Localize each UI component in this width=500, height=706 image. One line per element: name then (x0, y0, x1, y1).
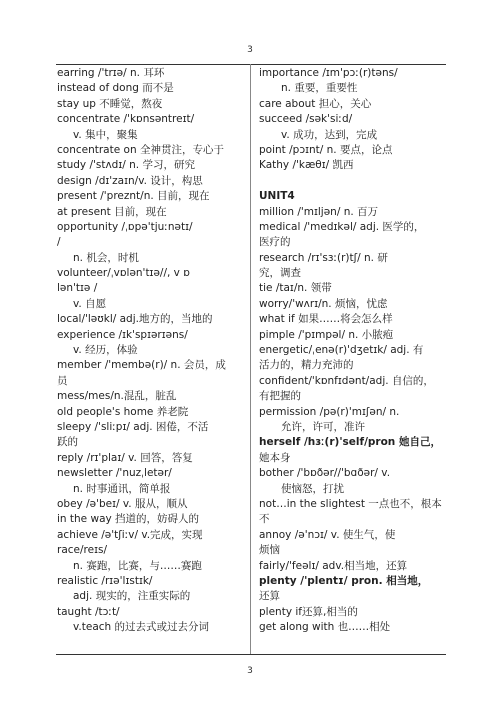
vocab-line: million /'mɪljən/ n. 百万 (259, 205, 379, 218)
vocab-line: what if 如果……将会怎么样 (259, 313, 393, 326)
vocab-line: v.teach 的过去式或过去分词 (73, 621, 210, 634)
vocab-line: 使恼怒，打扰 (281, 482, 344, 495)
vocab-line: Kathy /'kæθɪ/ 凯西 (259, 159, 354, 172)
vocab-line: research /rɪ'sɜː(r)tʃ/ n. 研 (259, 251, 388, 264)
vocab-line: 不 (259, 513, 270, 526)
vocab-line: permission /pə(r)'mɪʃən/ n. (259, 405, 400, 418)
vocab-line: 她本身 (259, 451, 291, 464)
vocab-line: earring /'trɪə/ n. 耳环 (57, 67, 165, 79)
vocab-line: fairly/'feəlɪ/ adv.相当地，还算 (259, 559, 408, 572)
vocab-line: concentrate on 全神贯注，专心于 (57, 143, 224, 156)
vocab-line: member /'membə(r)/ n. 会员，成 (57, 359, 226, 372)
column-divider (250, 64, 251, 654)
vocab-line: adj. 现实的，注重实际的 (73, 590, 191, 603)
right-column (259, 66, 445, 635)
vocab-line: newsletter /'nuzˌletər/ (57, 467, 172, 480)
vocab-line: opportunity /ˌɒpə'tjuːnətɪ/ (57, 220, 193, 233)
vocab-line: old people's home 养老院 (57, 405, 189, 418)
page-number-top: 3 (247, 45, 253, 55)
vocab-line: realistic /rɪə'lɪstɪk/ (57, 574, 153, 587)
vocab-line: v. 自愿 (73, 297, 107, 310)
vocab-line: bother /'bɒðər//'bɑðər/ v. (259, 467, 391, 480)
vocab-line: n. 机会，时机 (73, 251, 139, 264)
vocab-line: care about 担心，关心 (259, 97, 372, 110)
unit-heading: UNIT4 (259, 190, 295, 203)
vocab-line: plenty /'plentɪ/ pron. 相当地， (259, 574, 429, 587)
vocab-line: race/reɪs/ (57, 544, 107, 557)
vocab-line: / (57, 236, 61, 249)
page-number-bottom: 3 (247, 666, 253, 676)
vocab-line: stay up 不睡觉，熬夜 (57, 97, 163, 110)
bottom-rule (56, 654, 446, 655)
vocab-line: v. 成功，达到，完成 (281, 128, 378, 141)
vocab-line: 员 (57, 374, 68, 387)
vocab-line: 烦恼 (259, 544, 280, 557)
vocab-line: pimple /'pɪmpəl/ n. 小脓疱 (259, 328, 394, 341)
vocab-line: v. 经历，体验 (73, 344, 138, 357)
vocab-line: tie /taɪ/n. 领带 (259, 282, 332, 295)
vocab-line: not…in the slightest 一点也不，根本 (259, 497, 442, 510)
vocab-line: plenty if还算,相当的 (259, 605, 358, 618)
vocab-line: local/'ləʊkl/ adj.地方的，当地的 (57, 313, 213, 326)
vocab-line: study /'stʌdɪ/ n. 学习，研究 (57, 159, 195, 172)
vocab-line: n. 重要，重要性 (281, 82, 358, 95)
vocab-line: mess/mes/n.混乱，脏乱 (57, 390, 177, 403)
vocab-line: volunteer/ˌvɒlən'tɪə//, v ɒ (57, 267, 190, 280)
vocab-line: instead of dong 而不是 (57, 82, 174, 95)
vocab-line: 究，调查 (259, 267, 301, 280)
vocab-line: succeed /sək'siːd/ (259, 113, 353, 126)
vocab-line: 活力的，精力充沛的 (259, 359, 354, 372)
vocab-line: design /dɪ'zaɪn/v. 设计，构思 (57, 174, 203, 187)
vocab-line: reply /rɪ'plaɪ/ v. 回答，答复 (57, 451, 193, 464)
vocab-line: medical /'medɪkəl/ adj. 医学的， (259, 220, 425, 233)
top-rule (56, 64, 446, 65)
vocab-line: v. 集中，聚集 (73, 128, 138, 141)
vocab-line: 允许，许可，准许 (281, 420, 365, 433)
vocab-line: lən'tɪə / (57, 282, 98, 295)
vocab-line: confident/'kɒnfɪdənt/adj. 自信的， (259, 374, 434, 387)
vocab-line: 医疗的 (259, 236, 291, 249)
vocab-line: obey /ə'beɪ/ v. 服从，顺从 (57, 497, 188, 510)
vocab-line: at present 目前，现在 (57, 205, 167, 218)
vocab-line: energetic/ˌenə(r)'dʒetɪk/ adj. 有 (259, 344, 424, 357)
vocab-line: 有把握的 (259, 390, 301, 403)
vocab-line: present /'preznt/n. 目前，现在 (57, 190, 210, 203)
vocab-line: annoy /ə'nɔɪ/ v. 使生气，使 (259, 528, 396, 541)
vocab-line: herself /hɜː(r)'self/pron 她自己， (259, 436, 441, 449)
vocab-line: in the way 挡道的，妨碍人的 (57, 513, 200, 526)
vocab-line: 跃的 (57, 436, 78, 449)
left-column (57, 66, 243, 635)
vocab-line: 还算 (259, 590, 280, 603)
vocab-line: n. 赛跑，比赛，与……赛跑 (73, 559, 202, 572)
vocab-line: get along with 也……相处 (259, 621, 391, 634)
vocab-line: sleepy /'sliːpɪ/ adj. 困倦，不活 (57, 420, 209, 433)
vocab-line: concentrate /'kɒnsəntreɪt/ (57, 113, 195, 126)
vocab-line: point /pɔɪnt/ n. 要点，论点 (259, 143, 393, 156)
vocab-line: achieve /ə'tʃiːv/ v.完成，实现 (57, 528, 203, 541)
vocab-line: worry/'wʌrɪ/n. 烦恼，忧虑 (259, 297, 388, 310)
vocab-line: taught /tɔːt/ (57, 605, 120, 618)
vocab-line: experience /ɪk'spɪərɪəns/ (57, 328, 188, 341)
vocab-line: n. 时事通讯，简单报 (73, 482, 171, 495)
vocab-line: importance /ɪm'pɔː(r)təns/ (259, 67, 398, 79)
vocab-line (259, 174, 445, 189)
